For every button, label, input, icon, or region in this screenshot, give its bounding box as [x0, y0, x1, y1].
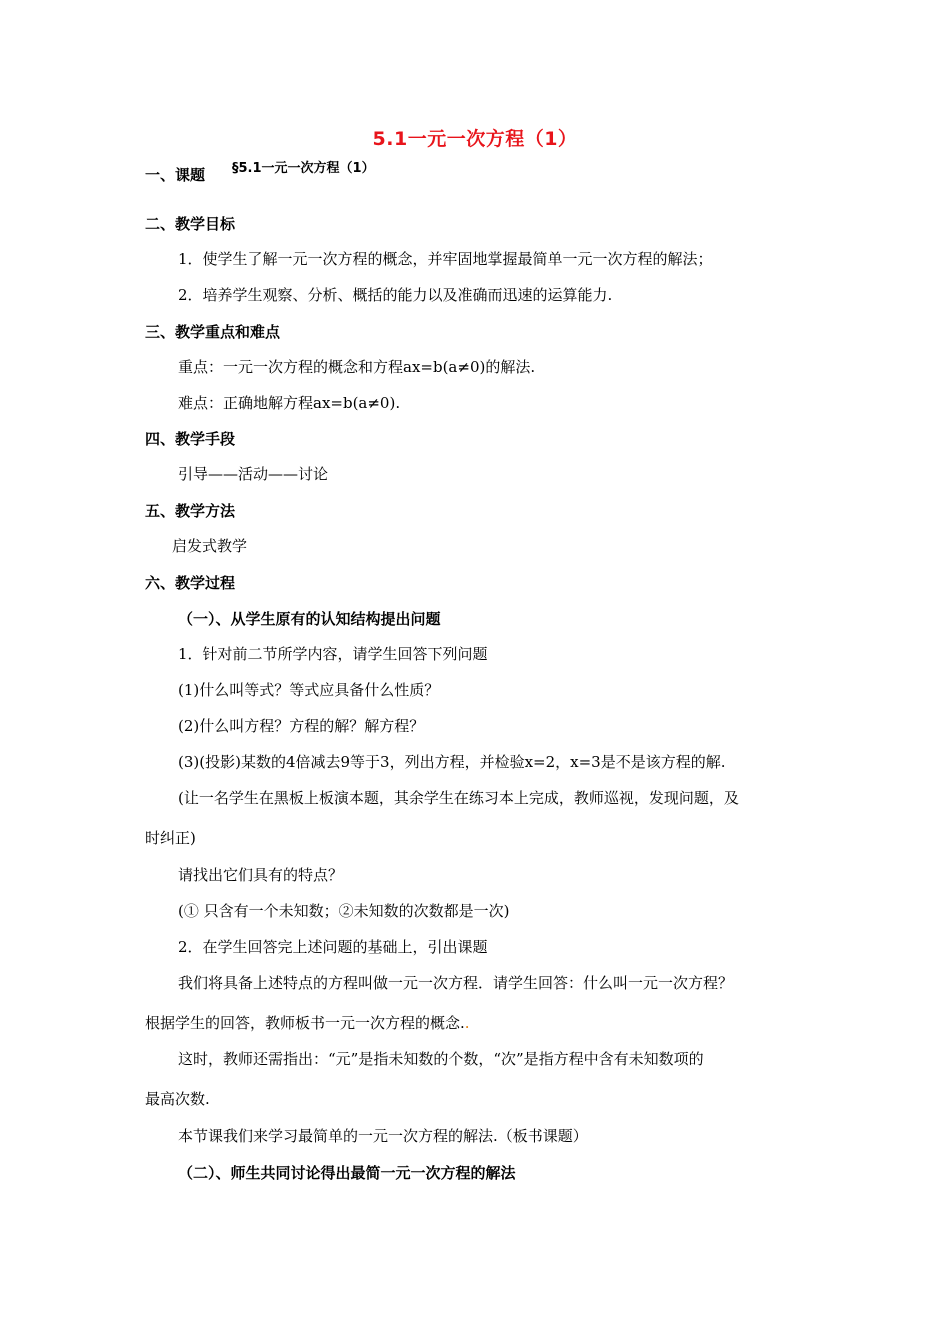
section-heading-objectives: 二、教学目标 [145, 215, 236, 233]
section-heading-topic: 一、课题 [145, 166, 206, 184]
process-subheading-2: （二）、师生共同讨论得出最简一元一次方程的解法 [178, 1164, 516, 1182]
objective-item: 2．培养学生观察、分析、概括的能力以及准确而迅速的运算能力. [178, 286, 613, 304]
process-line: (① 只含有一个未知数；②未知数的次数都是一次) [178, 902, 510, 920]
section-heading-means: 四、教学手段 [145, 430, 236, 448]
process-line: (2)什么叫方程？方程的解？解方程？ [178, 717, 425, 735]
process-line-text: 根据学生的回答，教师板书一元一次方程的概念. [145, 1014, 465, 1032]
process-line: (让一名学生在黑板上板演本题，其余学生在练习本上完成，教师巡视，发现问题，及 [178, 789, 739, 807]
process-line: (3)(投影)某数的4倍减去9等于3，列出方程，并检验x=2，x=3是不是该方程的解. [178, 753, 726, 771]
process-line: (1)什么叫等式？等式应具备什么性质？ [178, 681, 440, 699]
method-content: 启发式教学 [172, 537, 248, 555]
process-line: 请找出它们具有的特点？ [178, 866, 344, 884]
process-subheading-1: （一）、从学生原有的认知结构提出问题 [178, 610, 441, 628]
process-line: 最高次数. [145, 1090, 210, 1108]
means-content: 引导——活动——讨论 [178, 465, 329, 483]
key-point-item: 重点：一元一次方程的概念和方程ax=b(a≠0)的解法. [178, 358, 536, 376]
key-point-item: 难点：正确地解方程ax=b(a≠0). [178, 394, 401, 412]
process-line: 2．在学生回答完上述问题的基础上，引出课题 [178, 938, 488, 956]
process-line: 这时，教师还需指出：“元”是指未知数的个数，“次”是指方程中含有未知数项的 [178, 1050, 704, 1068]
section-heading-process: 六、教学过程 [145, 574, 236, 592]
section-heading-method: 五、教学方法 [145, 502, 236, 520]
document-title: 5.1一元一次方程（1） [372, 128, 578, 150]
process-line [145, 1013, 470, 1033]
process-line: 我们将具备上述特点的方程叫做一元一次方程．请学生回答：什么叫一元一次方程？ [178, 974, 734, 992]
process-line: 时纠正) [145, 829, 196, 847]
objective-item: 1．使学生了解一元一次方程的概念，并牢固地掌握最简单一元一次方程的解法； [178, 250, 713, 268]
topic-content: §5.1一元一次方程（1） [232, 161, 375, 176]
process-line: 本节课我们来学习最简单的一元一次方程的解法.（板书课题） [178, 1127, 588, 1145]
orange-dot-mark: . [464, 1014, 470, 1032]
section-heading-key-points: 三、教学重点和难点 [145, 323, 281, 341]
process-line: 1．针对前二节所学内容，请学生回答下列问题 [178, 645, 488, 663]
